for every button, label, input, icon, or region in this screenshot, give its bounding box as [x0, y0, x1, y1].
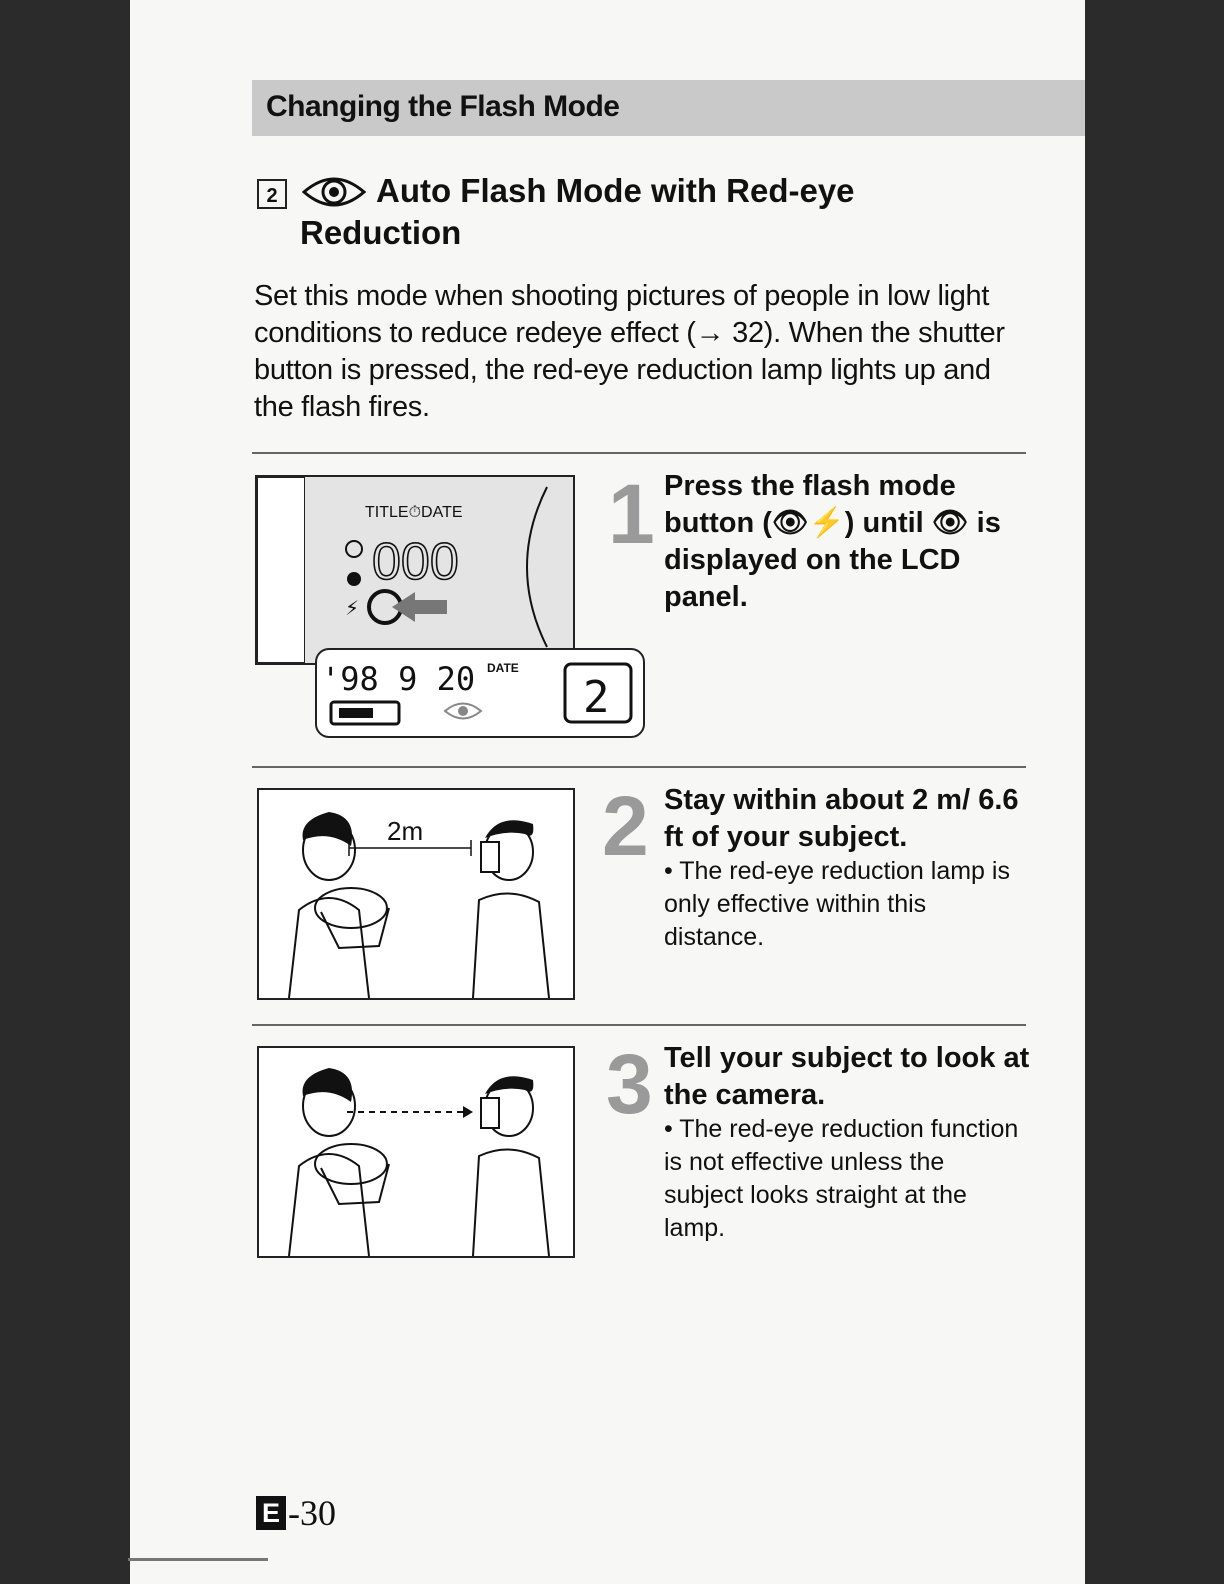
frame-counter: 000 [372, 533, 459, 591]
header-bar [252, 80, 1085, 136]
step-heading: Press the flash mode button (👁⚡) until 👁 is displayed on the LCD panel. [664, 470, 1001, 613]
step-heading: Tell your subject to look at the camera. [664, 1042, 1030, 1111]
scan-edge-mark [128, 1558, 268, 1561]
step-number: 1 [608, 467, 655, 561]
look-at-camera-illustration [257, 1046, 575, 1258]
lcd-date-label: DATE [487, 661, 519, 675]
page-number: -30 [288, 1493, 336, 1533]
intro-paragraph: Set this mode when shooting pictures of people in low light conditions to reduce redeye effect (→ 32). When the shutter button is pressed, the red-eye reduction lamp lights up and the flash fires. [254, 280, 1005, 423]
camera-lcd-illustration [257, 477, 573, 663]
camera-back-illustration [255, 475, 575, 665]
page-title: Changing the Flash Mode [266, 90, 620, 123]
lcd-flash-mode: 2 [583, 672, 610, 723]
section-title-continued: Reduction [300, 214, 462, 251]
divider [252, 1024, 1026, 1026]
step-number: 3 [606, 1037, 653, 1131]
step-heading: Stay within about 2 m/ 6.6 ft of your subject. [664, 784, 1019, 853]
lcd-top-labels: TITLE⏱DATE [365, 504, 463, 521]
step-number: 2 [602, 779, 649, 873]
manual-page [130, 0, 1085, 1584]
subject-distance-illustration [257, 788, 575, 1000]
distance-label: 2m [387, 816, 424, 846]
lcd-panel-illustration [315, 648, 645, 738]
step-note: • The red-eye reduction lamp is only effective within this distance. [664, 857, 1010, 951]
lcd-date: '98 9 20 [321, 660, 476, 698]
divider [252, 452, 1026, 454]
red-eye-icon [302, 170, 366, 214]
section-title: Auto Flash Mode with Red-eye [376, 172, 855, 209]
mode-number-badge: 2 [257, 179, 287, 209]
svg-text:⚡: ⚡ [345, 596, 360, 620]
step-note: • The red-eye reduction function is not effective unless the subject looks straight at the lamp. [664, 1115, 1019, 1242]
divider [252, 766, 1026, 768]
section-letter-badge: E [256, 1496, 286, 1530]
